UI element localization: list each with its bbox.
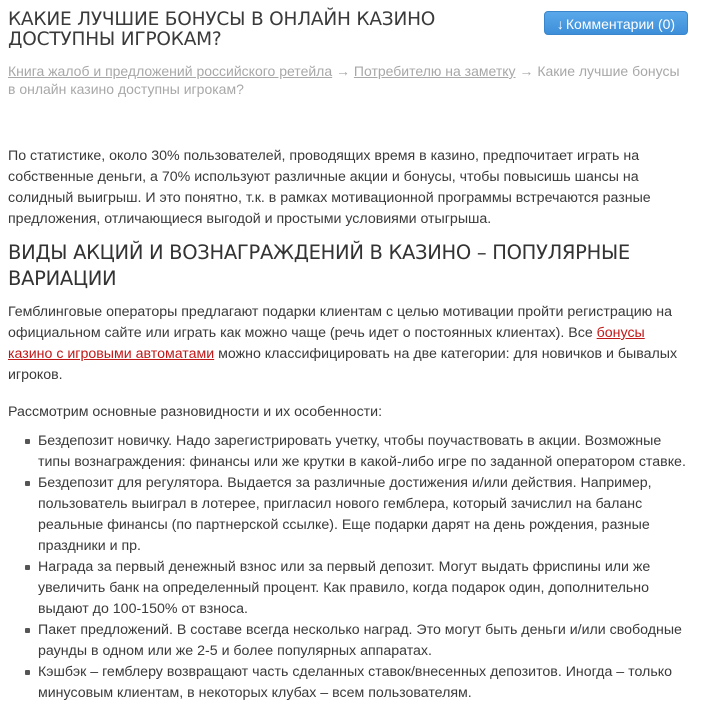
breadcrumb-current: Какие лучшие бонусы в онлайн казино доступны игрокам? (8, 63, 680, 97)
page-header (8, 10, 528, 50)
breadcrumb-separator: → (332, 63, 354, 79)
list-item: Бездепозит новичку. Надо зарегистрировать учетку, чтобы поучаствовать в акции. Возможные типы вознаграждения: финансы или же крутки в какой-либо игре по заданной оператором ставке. (38, 431, 692, 473)
section-title: ВИДЫ АКЦИЙ И ВОЗНАГРАЖДЕНИЙ В КАЗИНО – ПОПУЛЯРНЫЕ ВАРИАЦИИ (8, 241, 630, 290)
bonus-types-list (8, 431, 692, 704)
list-intro-paragraph: Рассмотрим основные разновидности и их особенности: (8, 404, 383, 420)
breadcrumb-link-complaints-book[interactable]: Книга жалоб и предложений российского ретейла (8, 63, 333, 79)
list-item: Кэшбэк – гемблеру возвращают часть сделанных ставок/внесенных депозитов. Иногда – только минусовым клиентам, в некоторых клубах – всем пользователям. (38, 662, 692, 704)
list-item: Награда за первый денежный взнос или за первый депозит. Могут выдать фриспины или же увеличить банк на определенный процент. Как правило, когда подарок один, дополнительно выдают до 100-150% от взноса. (38, 557, 692, 620)
breadcrumb-separator: → (515, 63, 538, 79)
list-item: Бездепозит для регулятора. Выдается за различные достижения и/или действия. Например, пользователь выиграл в лотерее, пригласил нового гемблера, который зачислил на баланс реальные финансы (по партнерской ссылке). Еще подарки дарят на день рождения, разные праздники и пр. (38, 473, 692, 557)
classification-paragraph (8, 302, 692, 386)
intro-paragraph: По статистике, около 30% пользователей, проводящих время в казино, предпочитает играть на собственные деньги, а 70% используют различные акции и бонусы, чтобы повысишь шансы на солидный выигрыш. И это понятно, т.к. в рамках мотивационной программы встречаются разные предложения, отличающиеся выгодой и простыми условиями отыгрыша. (8, 148, 651, 227)
paragraph-text: можно классифицировать на две категории: для новичков и бывалых игроков. (8, 346, 678, 383)
comments-button-label: Комментарии (0) (565, 16, 676, 32)
breadcrumb-link-consumer-notes[interactable]: Потребителю на заметку (353, 63, 516, 79)
article-content (8, 146, 692, 704)
comments-button[interactable] (544, 11, 688, 35)
arrow-down-icon: ↓ (556, 16, 564, 32)
casino-bonuses-link[interactable]: бонусы казино с игровыми автоматами (8, 325, 645, 362)
page-title: КАКИЕ ЛУЧШИЕ БОНУСЫ В ОНЛАЙН КАЗИНО ДОСТУПНЫ ИГРОКАМ? (8, 9, 436, 50)
paragraph-text: Гемблинговые операторы предлагают подарки клиентам с целью мотивации пройти регистрацию на официальном сайте или играть как можно чаще (речь идет о постоянных клиентах). Все (8, 304, 672, 341)
breadcrumb (8, 62, 688, 98)
list-item: Пакет предложений. В составе всегда несколько наград. Это могут быть деньги и/или свободные раунды в одном или же 2-5 и более популярных аппаратах. (38, 620, 692, 662)
